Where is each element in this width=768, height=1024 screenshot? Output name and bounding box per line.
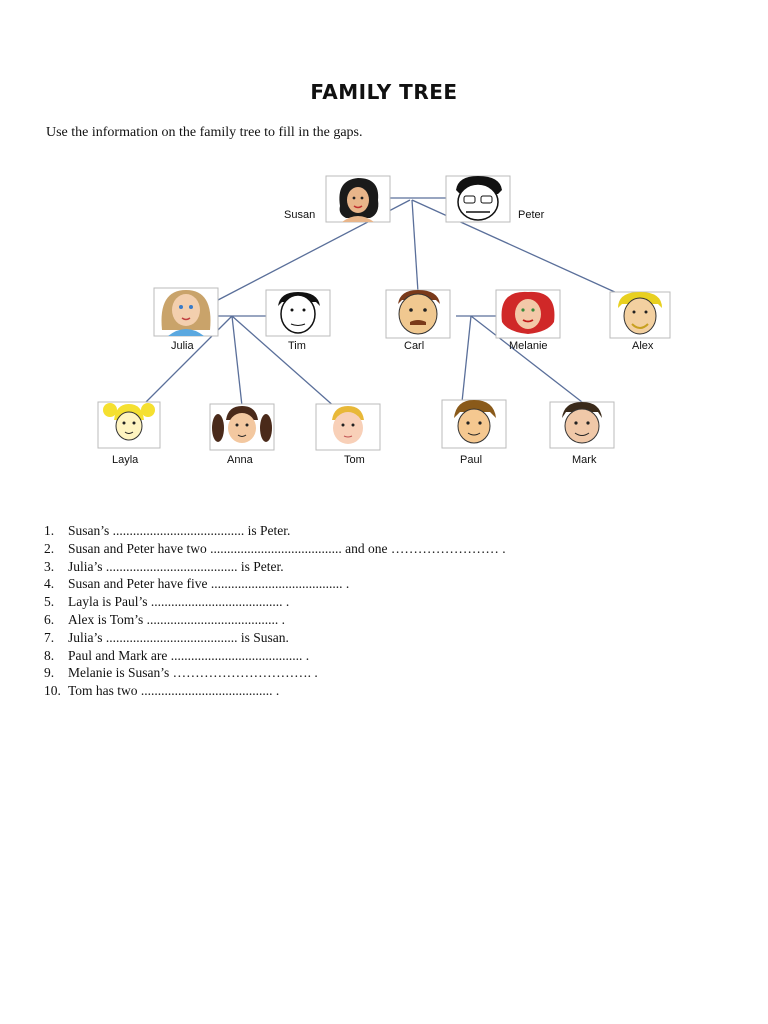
question-number: 8. [44,647,55,663]
question-10 [44,682,506,700]
question-3 [44,558,506,576]
label-mark: Mark [572,454,597,466]
julia-portrait [154,288,218,336]
label-susan: Susan [284,209,316,221]
label-alex: Alex [632,340,654,352]
question-7 [44,629,506,647]
label-layla: Layla [112,454,139,466]
question-9 [44,664,506,682]
question-text: Paul and Mark are ....................................... . [68,647,310,663]
melanie-portrait [496,290,560,338]
question-text: Susan and Peter have two ....................................... and one …………………… . [68,540,506,556]
question-text: Layla is Paul’s ....................................... . [68,594,290,610]
carl-portrait [386,290,450,338]
label-tom: Tom [344,454,365,466]
question-4 [44,575,506,593]
label-peter: Peter [518,209,545,221]
susan-portrait [326,176,390,222]
peter-portrait [446,176,510,222]
question-number: 5. [44,594,55,610]
question-text: Melanie is Susan’s …………………………. . [68,665,318,681]
label-julia: Julia [171,340,194,352]
question-number: 6. [44,611,55,627]
label-tim: Tim [288,340,306,352]
instructions: Use the information on the family tree to fill in the gaps. [46,125,363,140]
family-tree-diagram [0,0,768,480]
paul-portrait [442,400,506,448]
question-1 [44,522,506,540]
layla-portrait [98,402,160,448]
question-text: Alex is Tom’s ....................................... . [68,611,286,627]
anna-portrait [210,404,274,450]
question-text: Julia’s ....................................... is Peter. [68,558,284,574]
page-title: FAMILY TREE [310,80,458,104]
tim-portrait [266,290,330,336]
question-2 [44,540,506,558]
question-number: 1. [44,523,55,538]
question-text: Tom has two ....................................... . [68,683,280,699]
question-8 [44,647,506,665]
question-number: 10. [44,683,61,699]
question-5 [44,593,506,611]
question-number: 9. [44,665,55,681]
question-text: Julia’s ....................................... is Susan. [68,629,289,645]
question-text: Susan’s ....................................... is Peter. [68,523,291,538]
question-number: 7. [44,629,55,645]
question-text: Susan and Peter have five ....................................... . [68,576,350,592]
question-number: 4. [44,576,55,592]
question-number: 2. [44,540,55,556]
label-carl: Carl [404,340,425,352]
label-anna: Anna [227,454,253,466]
question-number: 3. [44,558,55,574]
label-paul: Paul [460,454,483,466]
alex-portrait [610,292,670,338]
label-melanie: Melanie [509,340,548,352]
mark-portrait [550,402,614,448]
question-list [44,522,506,700]
question-6 [44,611,506,629]
tom-portrait [316,404,380,450]
